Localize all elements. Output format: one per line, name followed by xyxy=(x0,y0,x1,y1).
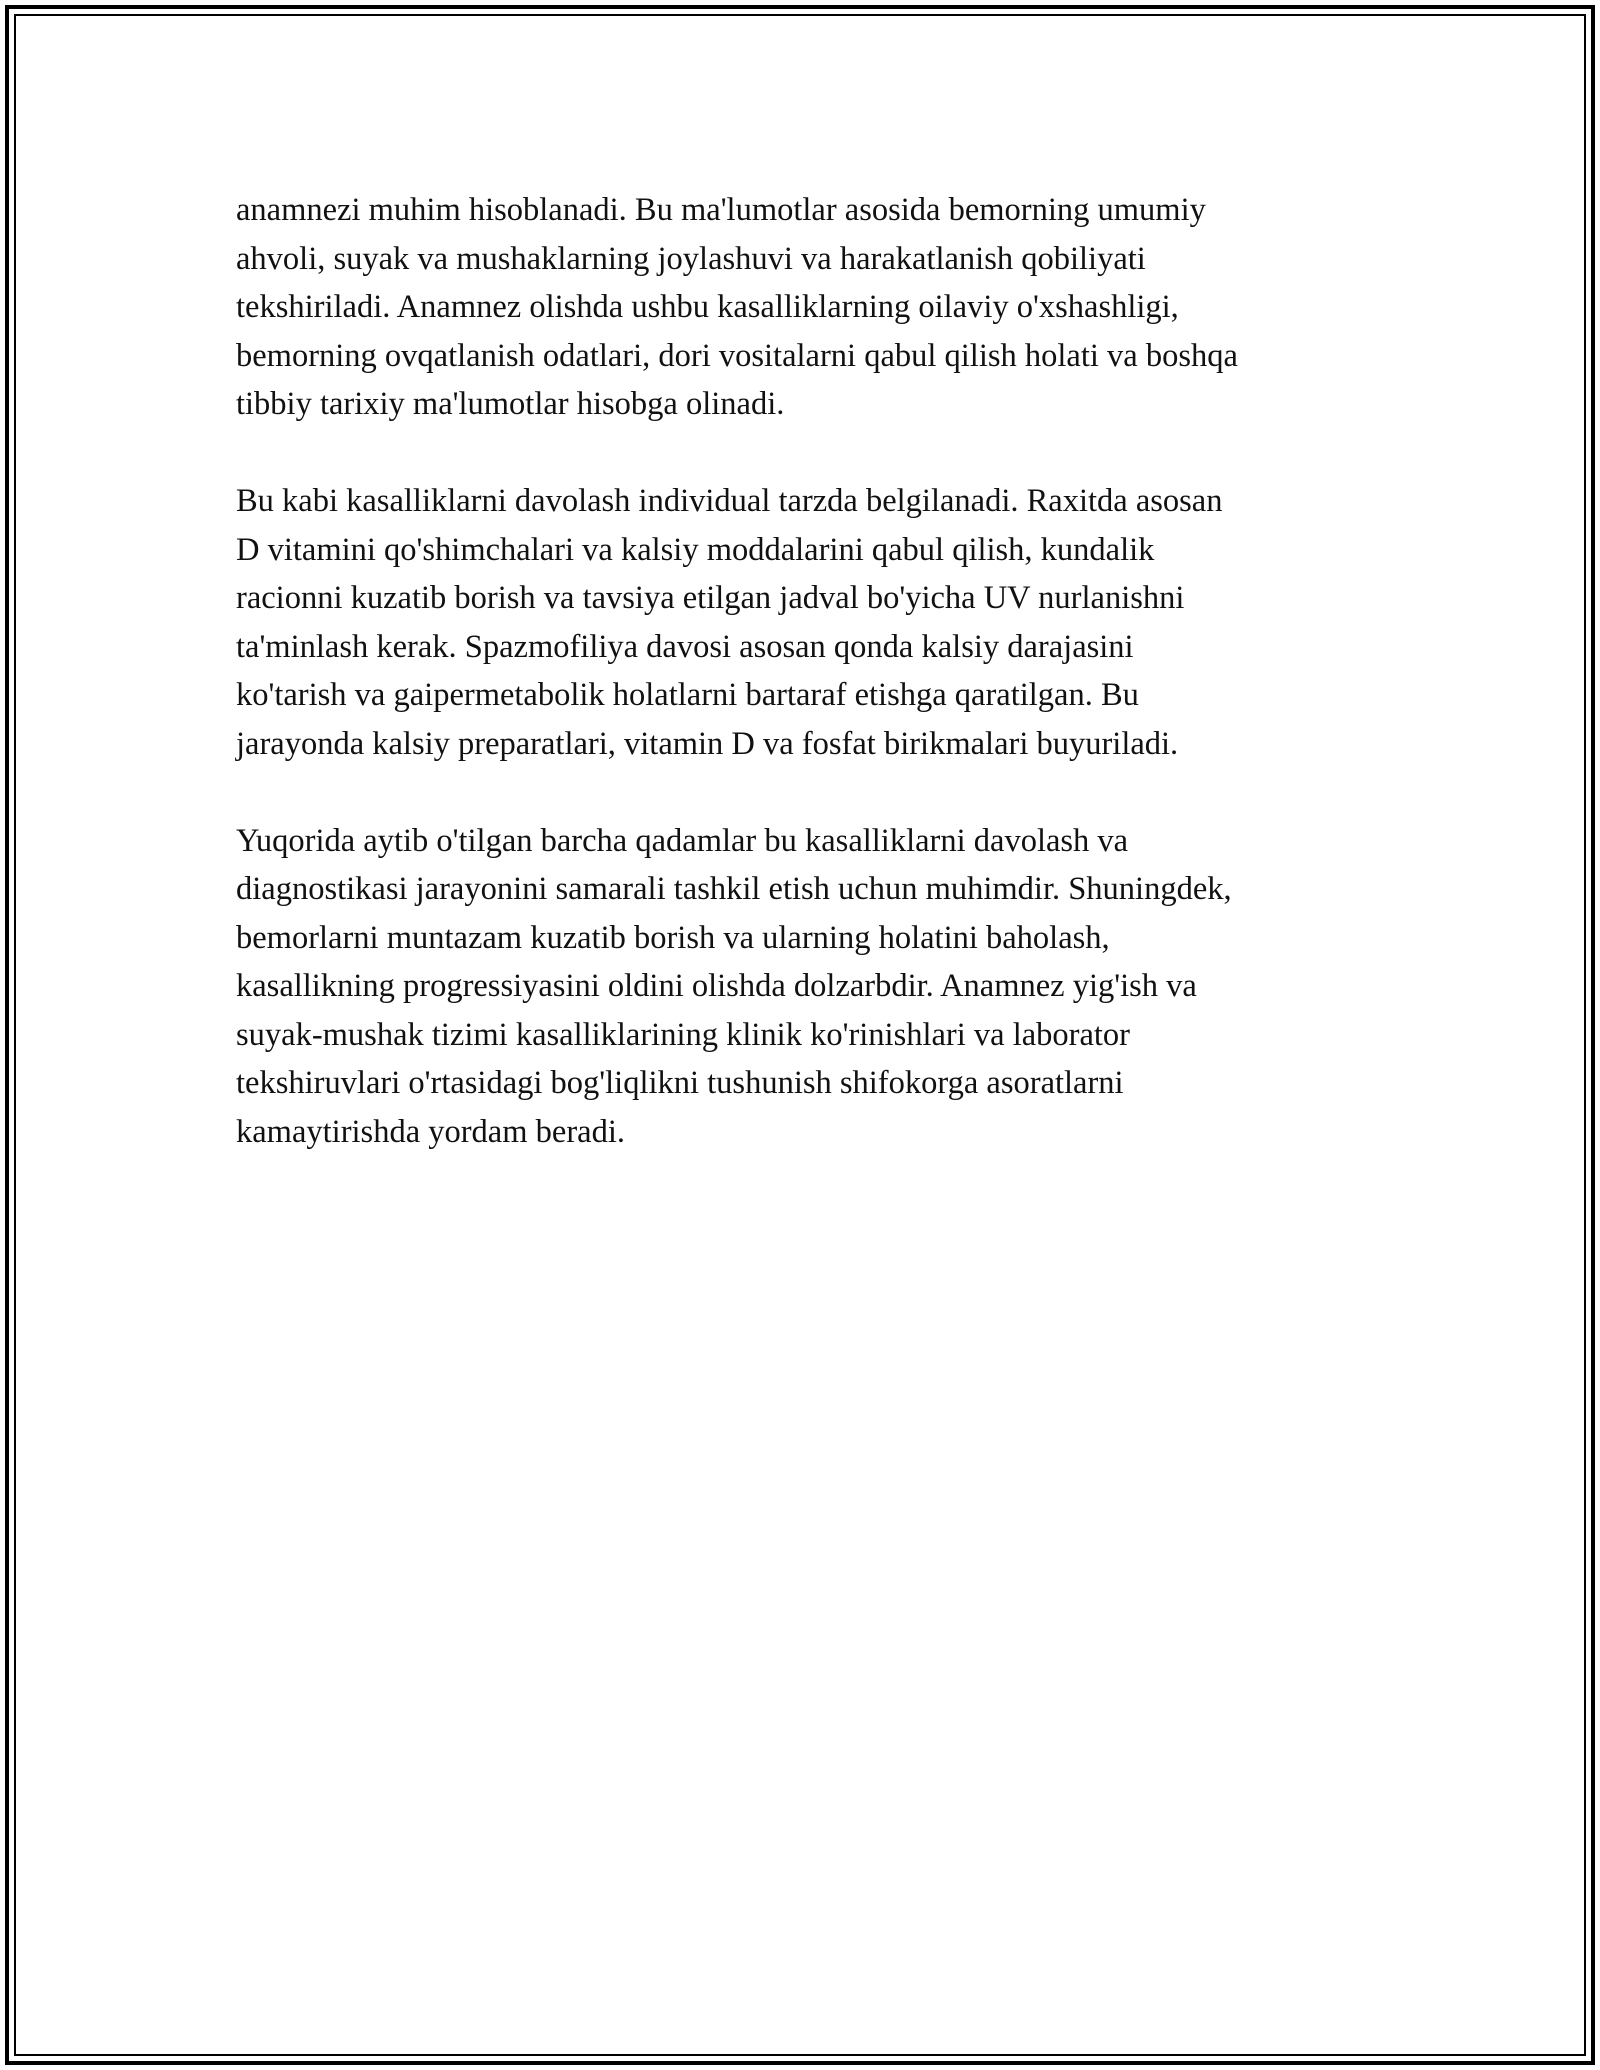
text-line: ko'tarish va gaipermetabolik holatlarni bartaraf etishga qaratilgan. Bu xyxy=(236,677,1139,713)
text-line: kamaytirishda yordam beradi. xyxy=(236,1113,625,1150)
text-line: Yuqorida aytib o'tilgan barcha qadamlar bu kasalliklarni davolash va xyxy=(236,822,1129,859)
text-line: tekshiruvlari o'rtasidagi bog'liqlikni tushunish shifokorga asoratlarni xyxy=(236,1065,1124,1101)
paragraph-2 xyxy=(236,477,1386,768)
text-line: anamnezi muhim hisoblanadi. Bu ma'lumotlar asosida bemorning umumiy xyxy=(236,192,1206,228)
text-line: tekshiriladi. Anamnez olishda ushbu kasalliklarning oilaviy o'xshashligi, xyxy=(236,289,1179,325)
text-line: ahvoli, suyak va mushaklarning joylashuvi va harakatlanish qobiliyati xyxy=(236,240,1146,277)
document-body xyxy=(236,186,1386,1205)
text-line: suyak-mushak tizimi kasalliklarining klinik ko'rinishlari va laborator xyxy=(236,1016,1131,1053)
text-line: tibbiy tarixiy ma'lumotlar hisobga olinadi. xyxy=(236,386,785,422)
text-line: racionni kuzatib borish va tavsiya etilgan jadval bo'yicha UV nurlanishni xyxy=(236,580,1185,616)
text-line: D vitamini qo'shimchalari va kalsiy moddalarini qabul qilish, kundalik xyxy=(236,531,1155,568)
text-line: Bu kabi kasalliklarni davolash individual tarzda belgilanadi. Raxitda asosan xyxy=(236,483,1223,519)
paragraph-3 xyxy=(236,817,1386,1157)
text-line: kasallikning progressiyasini oldini olishda dolzarbdir. Anamnez yig'ish va xyxy=(236,968,1197,1004)
text-line: diagnostikasi jarayonini samarali tashkil etish uchun muhimdir. Shuningdek, xyxy=(236,871,1232,907)
text-line: ta'minlash kerak. Spazmofiliya davosi asosan qonda kalsiy darajasini xyxy=(236,628,1134,665)
text-line: bemorning ovqatlanish odatlari, dori vositalarni qabul qilish holati va boshqa xyxy=(236,337,1238,374)
text-line: bemorlarni muntazam kuzatib borish va ularning holatini baholash, xyxy=(236,919,1110,956)
text-line: jarayonda kalsiy preparatlari, vitamin D va fosfat birikmalari buyuriladi. xyxy=(236,725,1179,762)
paragraph-1 xyxy=(236,186,1386,429)
